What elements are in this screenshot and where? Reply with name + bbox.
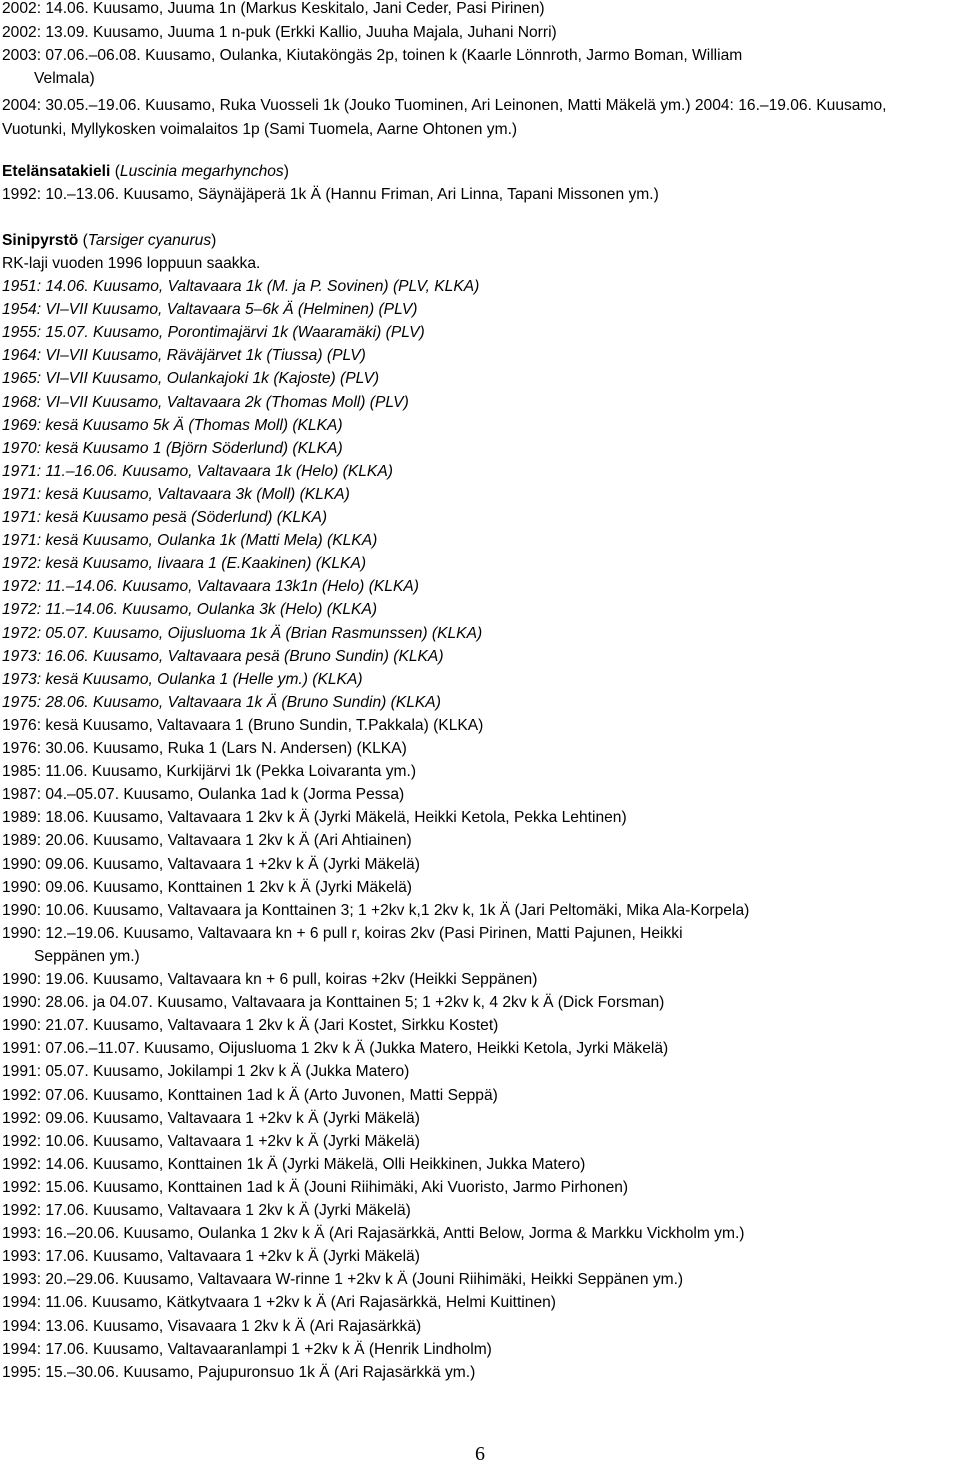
record-line: 1955: 15.07. Kuusamo, Porontimajärvi 1k (Waaramäki) (PLV) [2, 324, 425, 342]
record-line: 1993: 16.–20.06. Kuusamo, Oulanka 1 2kv k Ä (Ari Rajasärkkä, Antti Below, Jorma & Markku Vickholm ym.) [2, 1225, 745, 1243]
record-line: 1971: 11.–16.06. Kuusamo, Valtavaara 1k (Helo) (KLKA) [2, 462, 393, 480]
record-line: 1987: 04.–05.07. Kuusamo, Oulanka 1ad k (Jorma Pessa) [2, 786, 405, 804]
record-line: 1985: 11.06. Kuusamo, Kurkijärvi 1k (Pekka Loivaranta ym.) [2, 763, 417, 781]
record-line-continuation: Seppänen ym.) [34, 947, 140, 965]
record-line: 1964: VI–VII Kuusamo, Räväjärvet 1k (Tiussa) (PLV) [2, 347, 366, 365]
record-line: 1989: 20.06. Kuusamo, Valtavaara 1 2kv k Ä (Ari Ahtiainen) [2, 832, 412, 850]
record-line: 1995: 15.–30.06. Kuusamo, Pajupuronsuo 1k Ä (Ari Rajasärkkä ym.) [2, 1363, 476, 1381]
record-line: 1994: 17.06. Kuusamo, Valtavaaranlampi 1 +2kv k Ä (Henrik Lindholm) [2, 1340, 492, 1358]
record-line: 1990: 10.06. Kuusamo, Valtavaara ja Konttainen 3; 1 +2kv k,1 2kv k, 1k Ä (Jari Peltomäki, Mika Ala-Korpela) [2, 901, 750, 919]
species-note: RK-laji vuoden 1996 loppuun saakka. [2, 255, 261, 272]
record-line: 1992: 07.06. Kuusamo, Konttainen 1ad k Ä (Arto Juvonen, Matti Seppä) [2, 1086, 498, 1104]
record-line: 1994: 13.06. Kuusamo, Visavaara 1 2kv k Ä (Ari Rajasärkkä) [2, 1317, 422, 1335]
record-line: 1994: 11.06. Kuusamo, Kätkytvaara 1 +2kv k Ä (Ari Rajasärkkä, Helmi Kuittinen) [2, 1294, 556, 1312]
record-line: 1976: kesä Kuusamo, Valtavaara 1 (Bruno Sundin, T.Pakkala) (KLKA) [2, 716, 484, 734]
record-line: 1992: 15.06. Kuusamo, Konttainen 1ad k Ä (Jouni Riihimäki, Aki Vuoristo, Jarmo Pirhonen) [2, 1178, 629, 1196]
record-line: 1993: 17.06. Kuusamo, Valtavaara 1 +2kv k Ä (Jyrki Mäkelä) [2, 1248, 420, 1266]
record-line: 1970: kesä Kuusamo 1 (Björn Söderlund) (KLKA) [2, 439, 343, 457]
record-line: 1971: kesä Kuusamo, Valtavaara 3k (Moll) (KLKA) [2, 485, 350, 503]
record-line: 2002: 14.06. Kuusamo, Juuma 1n (Markus Keskitalo, Jani Ceder, Pasi Pirinen) [2, 0, 545, 17]
record-line: 1990: 19.06. Kuusamo, Valtavaara kn + 6 pull, koiras +2kv (Heikki Seppänen) [2, 971, 538, 988]
record-line: 1971: kesä Kuusamo pesä (Söderlund) (KLKA) [2, 509, 328, 526]
record-line: 1976: 30.06. Kuusamo, Ruka 1 (Lars N. Andersen) (KLKA) [2, 740, 407, 757]
record-line: 1965: VI–VII Kuusamo, Oulankajoki 1k (Kajoste) (PLV) [2, 370, 380, 388]
record-line: 1990: 28.06. ja 04.07. Kuusamo, Valtavaara ja Konttainen 5; 1 +2kv k, 4 2kv k Ä (Dick Forsman) [2, 994, 665, 1012]
record-line: 1990: 09.06. Kuusamo, Valtavaara 1 +2kv k Ä (Jyrki Mäkelä) [2, 855, 420, 873]
record-line: 1973: kesä Kuusamo, Oulanka 1 (Helle ym.) (KLKA) [2, 670, 363, 688]
record-line: 2002: 13.09. Kuusamo, Juuma 1 n-puk (Erkki Kallio, Juuha Majala, Juhani Norri) [2, 24, 557, 41]
species-heading: Etelänsatakieli (Luscinia megarhynchos) [2, 163, 289, 180]
record-line: 1971: kesä Kuusamo, Oulanka 1k (Matti Mela) (KLKA) [2, 532, 378, 550]
species-scientific-name: Luscinia megarhynchos [119, 163, 284, 180]
record-line: 1972: 05.07. Kuusamo, Oijusluoma 1k Ä (Brian Rasmunssen) (KLKA) [2, 624, 483, 642]
record-line: 1992: 14.06. Kuusamo, Konttainen 1k Ä (Jyrki Mäkelä, Olli Heikkinen, Jukka Matero) [2, 1155, 586, 1173]
record-line: 1989: 18.06. Kuusamo, Valtavaara 1 2kv k Ä (Jyrki Mäkelä, Heikki Ketola, Pekka Lehtinen) [2, 809, 627, 827]
record-line: 1992: 09.06. Kuusamo, Valtavaara 1 +2kv k Ä (Jyrki Mäkelä) [2, 1109, 420, 1127]
record-line: 1968: VI–VII Kuusamo, Valtavaara 2k (Thomas Moll) (PLV) [2, 393, 409, 411]
record-line: 1975: 28.06. Kuusamo, Valtavaara 1k Ä (Bruno Sundin) (KLKA) [2, 693, 441, 711]
record-line: 1990: 09.06. Kuusamo, Konttainen 1 2kv k Ä (Jyrki Mäkelä) [2, 878, 412, 896]
record-line: 1972: kesä Kuusamo, Iivaara 1 (E.Kaakinen) (KLKA) [2, 555, 367, 573]
record-line: 1990: 12.–19.06. Kuusamo, Valtavaara kn + 6 pull r, koiras 2kv (Pasi Pirinen, Matti Pajunen, Heikki [2, 924, 683, 942]
record-line: 1972: 11.–14.06. Kuusamo, Oulanka 3k (Helo) (KLKA) [2, 601, 378, 619]
page-number: 6 [475, 1443, 485, 1465]
record-line: 1972: 11.–14.06. Kuusamo, Valtavaara 13k1n (Helo) (KLKA) [2, 578, 419, 596]
record-line: 1993: 20.–29.06. Kuusamo, Valtavaara W-rinne 1 +2kv k Ä (Jouni Riihimäki, Heikki Seppänen ym.) [2, 1271, 684, 1289]
species-scientific-name: Tarsiger cyanurus [87, 232, 212, 249]
record-line: 1992: 10.–13.06. Kuusamo, Säynäjäperä 1k Ä (Hannu Friman, Ari Linna, Tapani Missonen ym.) [2, 186, 659, 203]
record-line: 1991: 07.06.–11.07. Kuusamo, Oijusluoma 1 2kv k Ä (Jukka Matero, Heikki Ketola, Jyrki Mäkelä) [2, 1040, 669, 1058]
species-name: Sinipyrstö [2, 232, 79, 249]
record-line: 2003: 07.06.–06.08. Kuusamo, Oulanka, Kiutaköngäs 2p, toinen k (Kaarle Lönnroth, Jarmo Boman, William [2, 47, 743, 64]
species-name: Etelänsatakieli [2, 163, 111, 180]
record-line: 1990: 21.07. Kuusamo, Valtavaara 1 2kv k Ä (Jari Kostet, Sirkku Kostet) [2, 1017, 499, 1035]
record-line: 1951: 14.06. Kuusamo, Valtavaara 1k (M. ja P. Sovinen) (PLV, KLKA) [2, 278, 480, 295]
record-line: 1992: 10.06. Kuusamo, Valtavaara 1 +2kv k Ä (Jyrki Mäkelä) [2, 1132, 420, 1150]
species-heading: Sinipyrstö (Tarsiger cyanurus) [2, 232, 217, 249]
record-line: 1973: 16.06. Kuusamo, Valtavaara pesä (Bruno Sundin) (KLKA) [2, 647, 444, 665]
record-line: 1954: VI–VII Kuusamo, Valtavaara 5–6k Ä (Helminen) (PLV) [2, 301, 418, 319]
record-line-continuation: Velmala) [34, 70, 95, 87]
record-line: 2004: 30.05.–19.06. Kuusamo, Ruka Vuosseli 1k (Jouko Tuominen, Ari Leinonen, Matti Mäkelä ym.) 2004: 16.–19.06. Kuusamo, Vuotunki, Myllykosken voimalaitos 1p (Sami Tuomela, Aarne Ohtonen ym.) [2, 97, 887, 138]
record-line: 1969: kesä Kuusamo 5k Ä (Thomas Moll) (KLKA) [2, 416, 343, 434]
record-line: 1992: 17.06. Kuusamo, Valtavaara 1 2kv k Ä (Jyrki Mäkelä) [2, 1202, 411, 1219]
record-line: 1991: 05.07. Kuusamo, Jokilampi 1 2kv k Ä (Jukka Matero) [2, 1063, 410, 1081]
